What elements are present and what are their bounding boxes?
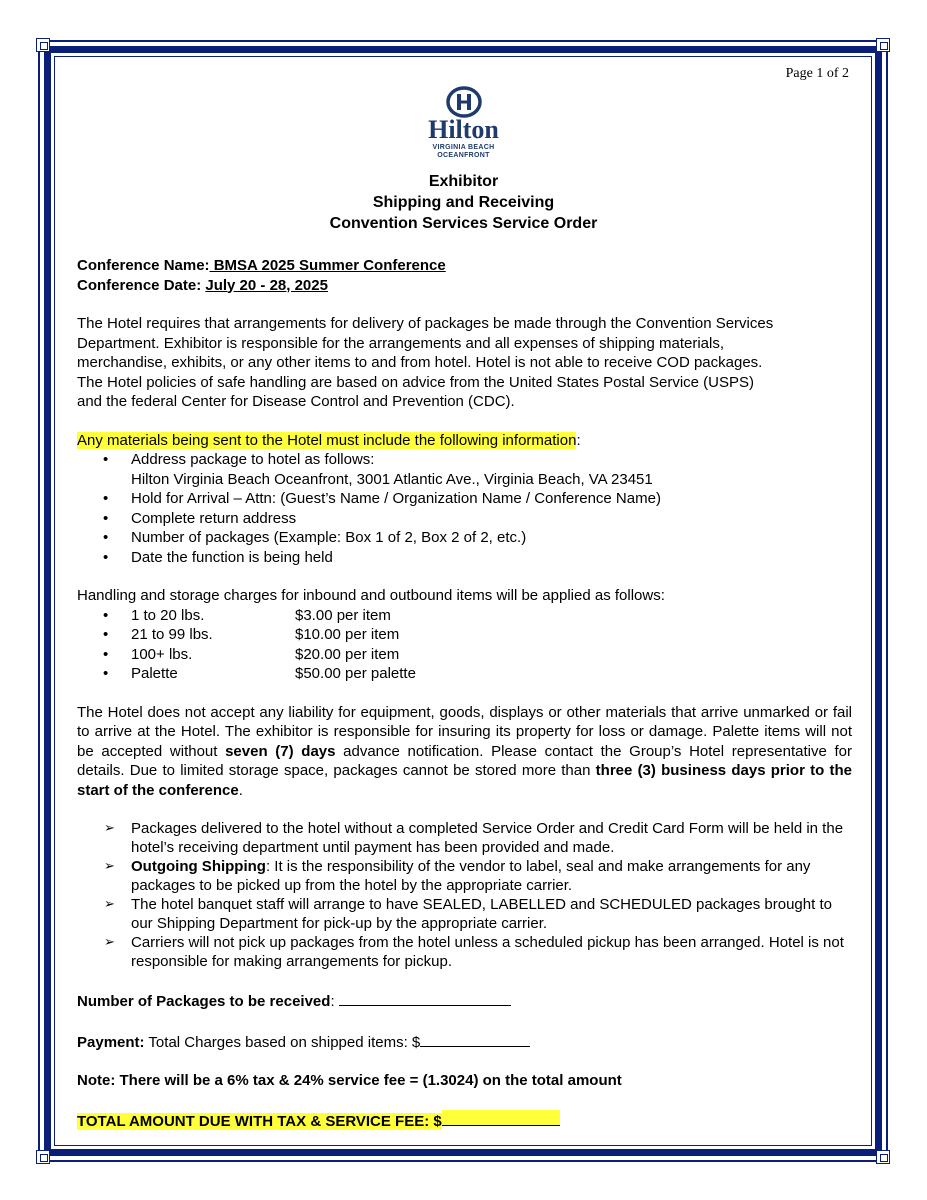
logo-subtitle-line2: OCEANFRONT — [437, 152, 490, 159]
list-item: • Hold for Arrival – Attn: (Guest’s Name / Organization Name / Conference Name) — [77, 489, 852, 509]
charges-list — [77, 606, 852, 684]
list-item: • Complete return address — [77, 509, 852, 529]
border-corner-ornament — [36, 1150, 50, 1164]
intro-line: Department. Exhibitor is responsible for the arrangements and all expenses of shipping materials, — [77, 334, 725, 352]
border-corner-ornament — [876, 38, 890, 52]
packages-blank-field[interactable] — [339, 990, 511, 1006]
charge-row: • 21 to 99 lbs. $10.00 per item — [77, 625, 852, 645]
packages-field-row: Number of Packages to be received: — [77, 990, 852, 1012]
intro-line: The Hotel policies of safe handling are based on advice from the United States Postal Service (USPS) — [77, 373, 755, 391]
conference-date: Conference Date: July 20 - 28, 2025 — [77, 276, 328, 294]
notes-list — [77, 819, 852, 971]
conference-name-value: BMSA 2025 Summer Conference — [209, 257, 446, 274]
title-line-2: Shipping and Receiving — [372, 194, 555, 211]
liability-paragraph: The Hotel does not accept any liability for equipment, goods, displays or other materials that arrive unmarked or fail to arrive at the Hotel. The exhibitor is responsible for insuring its property for loss or damage. Palette items will not be accepted without seven (7) days advance notification. Please contact the Group’s Hotel representative for details. Due to limited storage space, packages cannot be stored more than three (3) business days prior to the start of the conference. — [77, 703, 852, 799]
total-blank-field[interactable] — [442, 1110, 560, 1126]
hilton-h-icon — [446, 86, 482, 118]
list-item: ➢ Packages delivered to the hotel without a completed Service Order and Credit Card Form will be held in the hotel’s receiving department until payment has been provided and made. — [77, 819, 852, 857]
logo-subtitle-line1: VIRGINIA BEACH — [432, 144, 495, 151]
charge-row: • Palette $50.00 per palette — [77, 664, 852, 684]
intro-line: The Hotel requires that arrangements for delivery of packages be made through the Convention Services — [77, 315, 774, 332]
list-item: ➢ Outgoing Shipping: It is the responsibility of the vendor to label, seal and make arrangements for any packages to be picked up from the hotel by the appropriate carrier. — [77, 857, 852, 895]
page-number: Page 1 of 2 — [785, 66, 849, 81]
logo-wordmark: Hilton — [428, 115, 499, 144]
total-amount-row: TOTAL AMOUNT DUE WITH TAX & SERVICE FEE: $ — [77, 1110, 852, 1132]
list-item: • Address package to hotel as follows: Hilton Virginia Beach Oceanfront, 3001 Atlantic Ave., Virginia Beach, VA 23451 — [77, 450, 852, 489]
payment-blank-field[interactable] — [420, 1031, 530, 1047]
conference-date-value: July 20 - 28, 2025 — [205, 276, 328, 294]
intro-line: merchandise, exhibits, or any other items to and from hotel. Hotel is not able to receive COD packages. — [77, 354, 763, 371]
intro-line: and the federal Center for Disease Control and Prevention (CDC). — [77, 393, 515, 410]
tax-note: Note: There will be a 6% tax & 24% service fee = (1.3024) on the total amount — [77, 1072, 622, 1089]
charge-row: • 100+ lbs. $20.00 per item — [77, 645, 852, 665]
title-line-3: Convention Services Service Order — [329, 215, 598, 232]
payment-field-row: Payment: Total Charges based on shipped items: $ — [77, 1031, 852, 1053]
charge-row: • 1 to 20 lbs. $3.00 per item — [77, 606, 852, 626]
list-item: ➢ The hotel banquet staff will arrange to have SEALED, LABELLED and SCHEDULED packages brought to our Shipping Department for pick-up by the appropriate carrier. — [77, 895, 852, 933]
list-item: • Date the function is being held — [77, 548, 852, 568]
list-item: • Number of packages (Example: Box 1 of 2, Box 2 of 2, etc.) — [77, 528, 852, 548]
intro-paragraph — [77, 314, 852, 412]
charges-heading: Handling and storage charges for inbound and outbound items will be applied as follows: — [77, 587, 665, 604]
border-corner-ornament — [36, 38, 50, 52]
title-line-1: Exhibitor — [428, 173, 499, 190]
document-body — [77, 256, 852, 1131]
list-item: ➢ Carriers will not pick up packages from the hotel unless a scheduled pickup has been arranged. Hotel is not responsible for making arrangements for pickup. — [77, 933, 852, 971]
conference-name: Conference Name: BMSA 2025 Summer Conference — [77, 257, 446, 274]
document-title — [0, 171, 927, 234]
requirements-heading: Any materials being sent to the Hotel must include the following information: — [77, 431, 581, 449]
requirements-list — [77, 450, 852, 567]
border-corner-ornament — [876, 1150, 890, 1164]
hilton-logo — [0, 86, 927, 160]
